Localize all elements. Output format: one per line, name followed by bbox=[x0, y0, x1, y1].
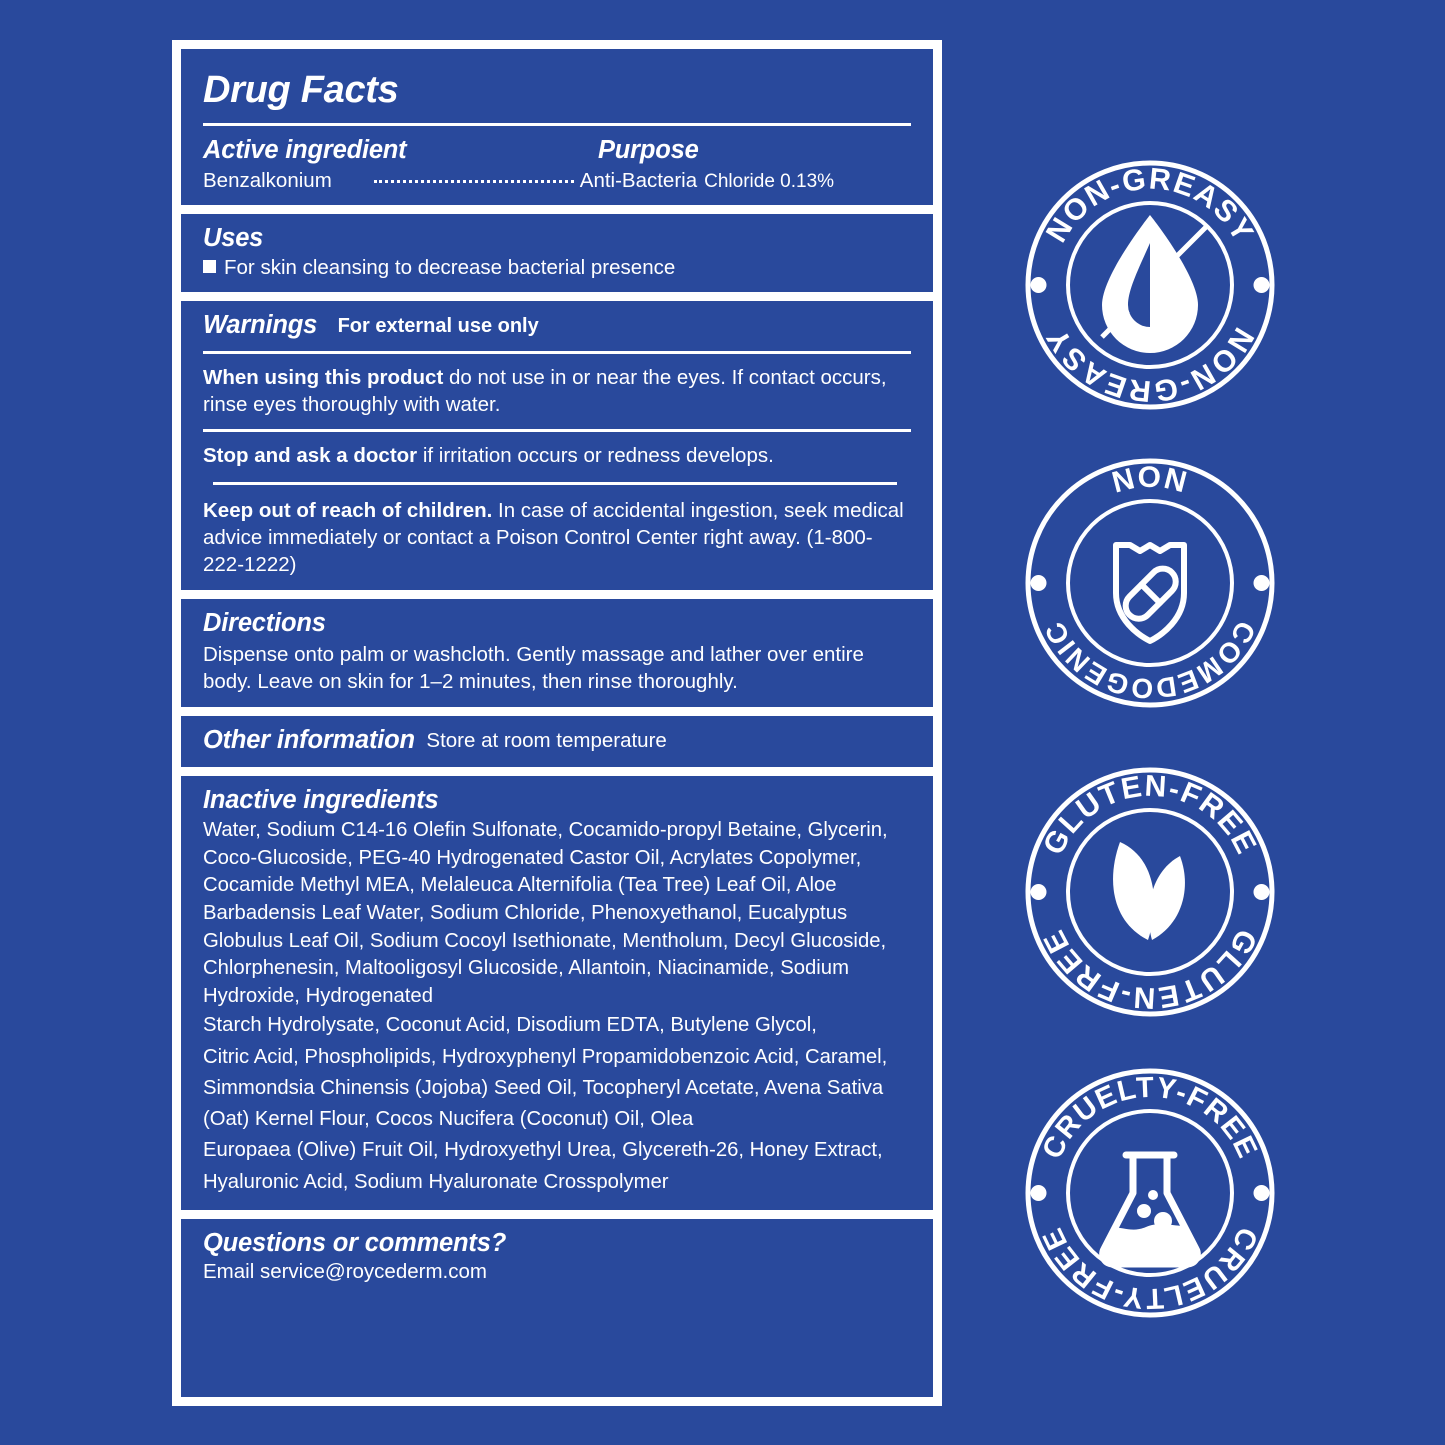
other-information-row bbox=[203, 726, 911, 755]
active-ingredient-values bbox=[203, 169, 911, 193]
leaves-icon bbox=[1113, 842, 1185, 940]
inactive-ingredients-paragraph: Starch Hydrolysate, Coconut Acid, Disodium EDTA, Butylene Glycol, bbox=[203, 1014, 817, 1037]
inactive-ingredients-paragraph: Water, Sodium C14-16 Olefin Sulfonate, Cocamido-propyl Betaine, Glycerin, Coco-Glucoside, PEG-40 Hydrogenated Castor Oil, Acrylates Copolymer, Cocamide Methyl MEA, Melaleuca Alternifolia (Tea Tree) Leaf Oil, Aloe Barbadensis Leaf Water, Sodium Chloride, Phenoxyethanol, Eucalyptus Globulus Leaf Oil, Sodium Cocoyl Isethionate, Mentholum, Decyl Glucoside, Chlorphenesin, Maltooligosyl Glucoside, Allantoin, Niacinamide, Sodium Hydroxide, Hydrogenated bbox=[203, 819, 888, 1007]
uses-title: Uses bbox=[203, 223, 264, 252]
svg-text:GLUTEN-FREE bbox=[1037, 924, 1263, 1015]
badge-top-label: NON bbox=[1108, 461, 1192, 500]
warnings-stop-text: if irritation occurs or redness develops. bbox=[417, 444, 774, 468]
warnings-block bbox=[181, 292, 933, 590]
badge-non-greasy bbox=[1020, 155, 1280, 415]
svg-text:CRUELTY-FREE bbox=[1036, 1072, 1263, 1164]
questions-block bbox=[181, 1210, 933, 1397]
inactive-ingredients-block bbox=[181, 767, 933, 1210]
warnings-divider-1 bbox=[203, 351, 911, 354]
badge-top-label: CRUELTY-FREE bbox=[1036, 1071, 1264, 1164]
inactive-ingredients-list bbox=[203, 817, 911, 1198]
svg-text:COMEDOGENIC bbox=[1038, 616, 1261, 704]
warnings-when-using bbox=[203, 364, 911, 418]
leader-dots bbox=[374, 180, 574, 183]
other-information-title: Other information bbox=[203, 725, 415, 754]
warnings-divider-2 bbox=[203, 429, 911, 432]
uses-block bbox=[181, 205, 933, 292]
active-ingredient-header: Active ingredient bbox=[203, 135, 407, 164]
badge-column bbox=[1020, 40, 1280, 1406]
warnings-when-using-bold: When using this product bbox=[203, 366, 444, 390]
active-ingredient-purpose: Anti-Bacteria bbox=[579, 168, 698, 192]
active-ingredient-name: Benzalkonium bbox=[203, 168, 332, 192]
water-drop-icon bbox=[1102, 215, 1206, 353]
purpose-header: Purpose bbox=[598, 135, 699, 164]
drug-facts-panel bbox=[172, 40, 942, 1406]
uses-bullet-row bbox=[203, 256, 911, 280]
inactive-ingredients-title: Inactive ingredients bbox=[203, 785, 439, 814]
warnings-stop-bold: Stop and ask a doctor bbox=[203, 444, 418, 468]
directions-block bbox=[181, 590, 933, 706]
badge-gluten-free bbox=[1020, 762, 1280, 1022]
active-ingredient-headers bbox=[203, 136, 911, 165]
svg-text:GLUTEN-FREE bbox=[1037, 770, 1263, 861]
shield-pill-icon bbox=[1116, 545, 1184, 641]
badge-top-label: GLUTEN-FREE bbox=[1036, 769, 1264, 861]
warnings-title-row bbox=[203, 311, 911, 340]
warnings-keep-out bbox=[203, 497, 911, 578]
other-information-block bbox=[181, 707, 933, 767]
badge-bottom-label: CRUELTY-FREE bbox=[1036, 1222, 1264, 1315]
flask-icon bbox=[1098, 1155, 1202, 1273]
page-title: Drug Facts bbox=[203, 69, 399, 111]
uses-bullet-text: For skin cleansing to decrease bacterial presence bbox=[224, 256, 676, 280]
other-information-text: Store at room temperature bbox=[426, 728, 667, 752]
title-divider bbox=[203, 123, 911, 126]
warnings-divider-3 bbox=[213, 482, 897, 485]
active-ingredient-strength: Chloride 0.13% bbox=[704, 170, 835, 192]
questions-title: Questions or comments? bbox=[203, 1228, 507, 1257]
badge-bottom-label: NON-GREASY bbox=[1039, 321, 1260, 408]
badge-non-comedogenic bbox=[1020, 453, 1280, 713]
warnings-keep-out-bold: Keep out of reach of children. bbox=[203, 499, 493, 523]
square-bullet-icon bbox=[203, 260, 216, 273]
drug-facts-header-block bbox=[181, 49, 933, 205]
inactive-ingredients-paragraph: Citric Acid, Phospholipids, Hydroxyphenyl Propamidobenzoic Acid, Caramel, Simmondsia Chinensis (Jojoba) Seed Oil, Tocopheryl Acetate, Avena Sativa (Oat) Kernel Flour, Cocos Nucifera (Coconut) Oil, Olea bbox=[203, 1045, 888, 1131]
badge-cruelty-free bbox=[1020, 1063, 1280, 1323]
badge-bottom-label: COMEDOGENIC bbox=[1038, 616, 1262, 705]
questions-contact-text: Email service@roycederm.com bbox=[203, 1260, 487, 1284]
directions-text: Dispense onto palm or washcloth. Gently massage and lather over entire body. Leave on skin for 1–2 minutes, then rinse thoroughly. bbox=[203, 642, 864, 693]
warnings-title: Warnings bbox=[203, 311, 318, 340]
directions-title: Directions bbox=[203, 609, 326, 638]
warnings-keep-out-text: In case of accidental ingestion, seek medical advice immediately or contact a Poison Control Center right away. (1-800-222-1222) bbox=[203, 499, 904, 577]
warnings-subtitle: For external use only bbox=[337, 315, 539, 338]
inactive-ingredients-paragraph: Europaea (Olive) Fruit Oil, Hydroxyethyl Urea, Glycereth-26, Honey Extract, Hyaluronic Acid, Sodium Hyaluronate Crosspolymer bbox=[203, 1139, 883, 1193]
warnings-stop-doctor bbox=[203, 442, 911, 469]
svg-text:NON bbox=[1109, 461, 1192, 500]
warnings-when-using-text: do not use in or near the eyes. If contact occurs, rinse eyes thoroughly with water. bbox=[203, 366, 887, 417]
badge-top-label: NON-GREASY bbox=[1040, 162, 1261, 249]
badge-bottom-label: GLUTEN-FREE bbox=[1036, 923, 1264, 1015]
